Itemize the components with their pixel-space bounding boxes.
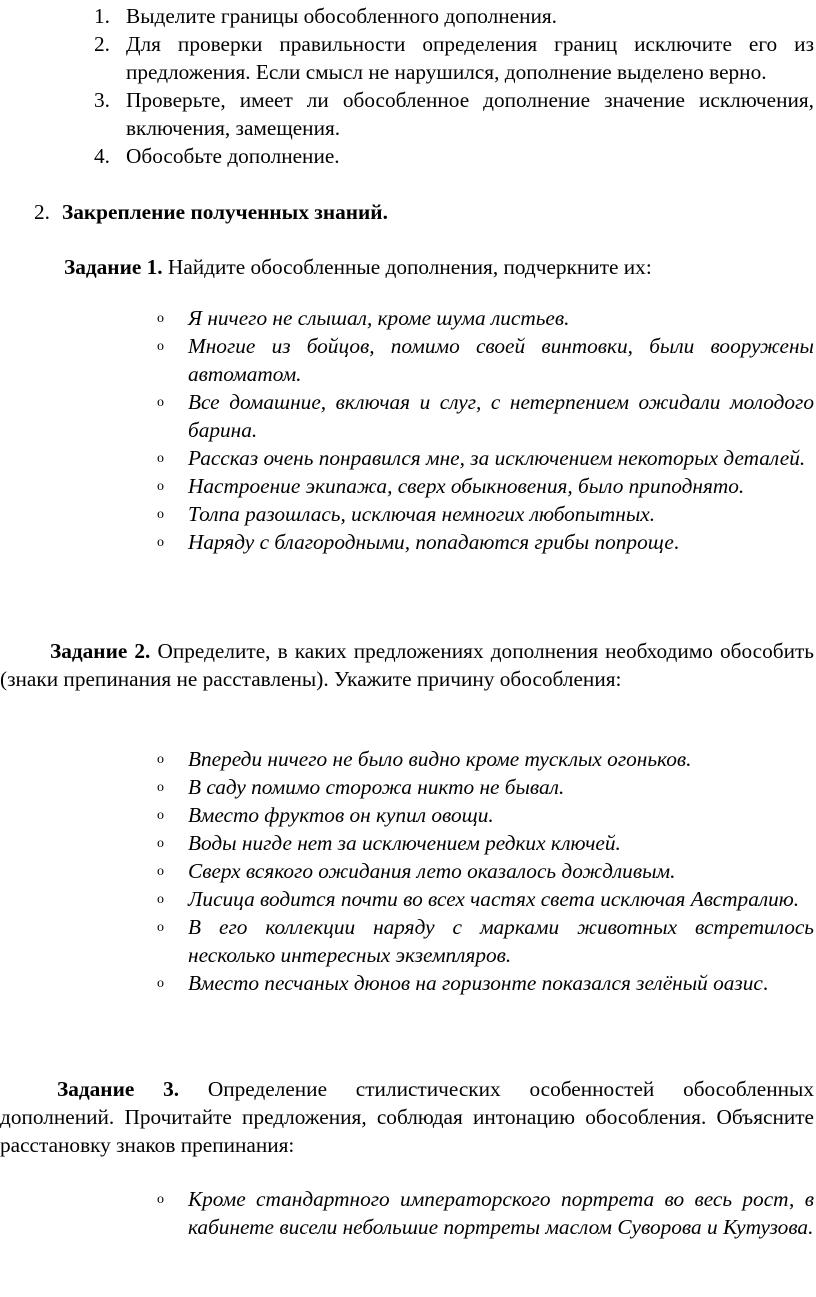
task1-label: Задание 1. xyxy=(64,255,163,279)
list-item xyxy=(0,332,816,388)
step-number: 4. xyxy=(94,144,110,168)
sentence: В саду помимо сторожа никто не бывал. xyxy=(188,775,565,799)
sentence: Настроение экипажа, сверх обыкновения, было приподнято. xyxy=(188,474,745,498)
bullet-marker: o xyxy=(157,920,164,935)
list-item xyxy=(0,388,816,444)
bullet-marker: o xyxy=(157,395,164,410)
task3-instruction: Определение стилистических особенностей обособленных дополнений. Прочитайте предложения, соблюдая интонацию обособления. Объясните расстановку знаков препинания: xyxy=(0,1077,814,1157)
bullet-marker: o xyxy=(157,479,164,494)
sentence: Толпа разошлась, исключая немногих любопытных. xyxy=(188,502,656,526)
step-item xyxy=(0,142,816,170)
step-number: 2. xyxy=(94,32,110,56)
bullet-marker: o xyxy=(157,836,164,851)
step-text: Проверьте, имеет ли обособленное дополнение значение исключения, включения, замещения. xyxy=(126,88,814,140)
steps-list xyxy=(0,2,816,170)
task1-title xyxy=(64,253,652,281)
sentence: Многие из бойцов, помимо своей винтовки, были вооружены автоматом. xyxy=(188,334,814,386)
task2-paragraph xyxy=(0,637,814,693)
step-item xyxy=(0,30,816,86)
step-item xyxy=(0,2,816,30)
step-item xyxy=(0,86,816,142)
list-item xyxy=(0,528,816,556)
bullet-marker: o xyxy=(157,1192,164,1207)
list-item xyxy=(0,444,816,472)
list-item xyxy=(0,1185,816,1241)
list-item xyxy=(0,829,816,857)
bullet-marker: o xyxy=(157,976,164,991)
sentence: Лисица водится почти во всех частях света исключая Австралию. xyxy=(188,887,800,911)
list-item xyxy=(0,969,816,997)
bullet-marker: o xyxy=(157,892,164,907)
list-item xyxy=(0,500,816,528)
sentence: Наряду с благородными, попадаются грибы попроще xyxy=(188,530,674,554)
task1-list xyxy=(0,304,816,556)
task3-list xyxy=(0,1185,816,1241)
task2-instruction: Определите, в каких предложениях дополнения необходимо обособить (знаки препинания не расставлены). Укажите причину обособления: xyxy=(0,639,815,691)
list-item xyxy=(0,913,816,969)
step-text: Обособьте дополнение. xyxy=(126,144,340,168)
bullet-marker: o xyxy=(157,451,164,466)
list-item xyxy=(0,773,816,801)
sentence: Вместо фруктов он купил овощи. xyxy=(188,803,494,827)
bullet-marker: o xyxy=(157,339,164,354)
task2-label: Задание 2. xyxy=(50,639,151,663)
sentence: Вместо песчаных дюнов на горизонте показался зелёный оазис xyxy=(188,971,763,995)
list-item xyxy=(0,801,816,829)
sentence-end: . xyxy=(762,971,769,995)
bullet-marker: o xyxy=(157,752,164,767)
sentence: Все домашние, включая и слуг, с нетерпением ожидали молодого барина. xyxy=(188,390,814,442)
task3-label: Задание 3. xyxy=(57,1077,180,1101)
bullet-marker: o xyxy=(157,535,164,550)
step-number: 1. xyxy=(94,4,110,28)
sentence: В его коллекции наряду с марками животных встретилось несколько интересных экземпляров. xyxy=(188,915,814,967)
sentence: Сверх всякого ожидания лето оказалось дождливым. xyxy=(188,859,676,883)
sentence: Воды нигде нет за исключением редких ключей. xyxy=(188,831,621,855)
bullet-marker: o xyxy=(157,507,164,522)
sentence: Рассказ очень понравился мне, за исключением некоторых деталей. xyxy=(188,446,806,470)
list-item xyxy=(0,745,816,773)
bullet-marker: o xyxy=(157,780,164,795)
sentence-end: . xyxy=(673,530,680,554)
sentence: Впереди ничего не было видно кроме тусклых огоньков. xyxy=(188,747,692,771)
list-item xyxy=(0,857,816,885)
bullet-marker: o xyxy=(157,808,164,823)
sentence: Кроме стандартного императорского портрета во весь рост, в кабинете висели небольшие портреты маслом Суворова и Кутузова. xyxy=(188,1187,814,1239)
list-item xyxy=(0,304,816,332)
step-number: 3. xyxy=(94,88,110,112)
task3-paragraph xyxy=(0,1075,814,1159)
task2-list xyxy=(0,745,816,997)
step-text: Выделите границы обособленного дополнения. xyxy=(126,4,557,28)
section-title: Закрепление полученных знаний. xyxy=(62,200,388,224)
section-heading xyxy=(0,198,816,226)
task1-instruction: Найдите обособленные дополнения, подчеркните их: xyxy=(162,255,652,279)
step-text: Для проверки правильности определения границ исключите его из предложения. Если смысл не нарушился, дополнение выделено верно. xyxy=(126,32,814,84)
list-item xyxy=(0,472,816,500)
bullet-marker: o xyxy=(157,864,164,879)
list-item xyxy=(0,885,816,913)
bullet-marker: o xyxy=(157,311,164,326)
sentence: Я ничего не слышал, кроме шума листьев. xyxy=(188,306,570,330)
section-number: 2. xyxy=(34,200,50,224)
